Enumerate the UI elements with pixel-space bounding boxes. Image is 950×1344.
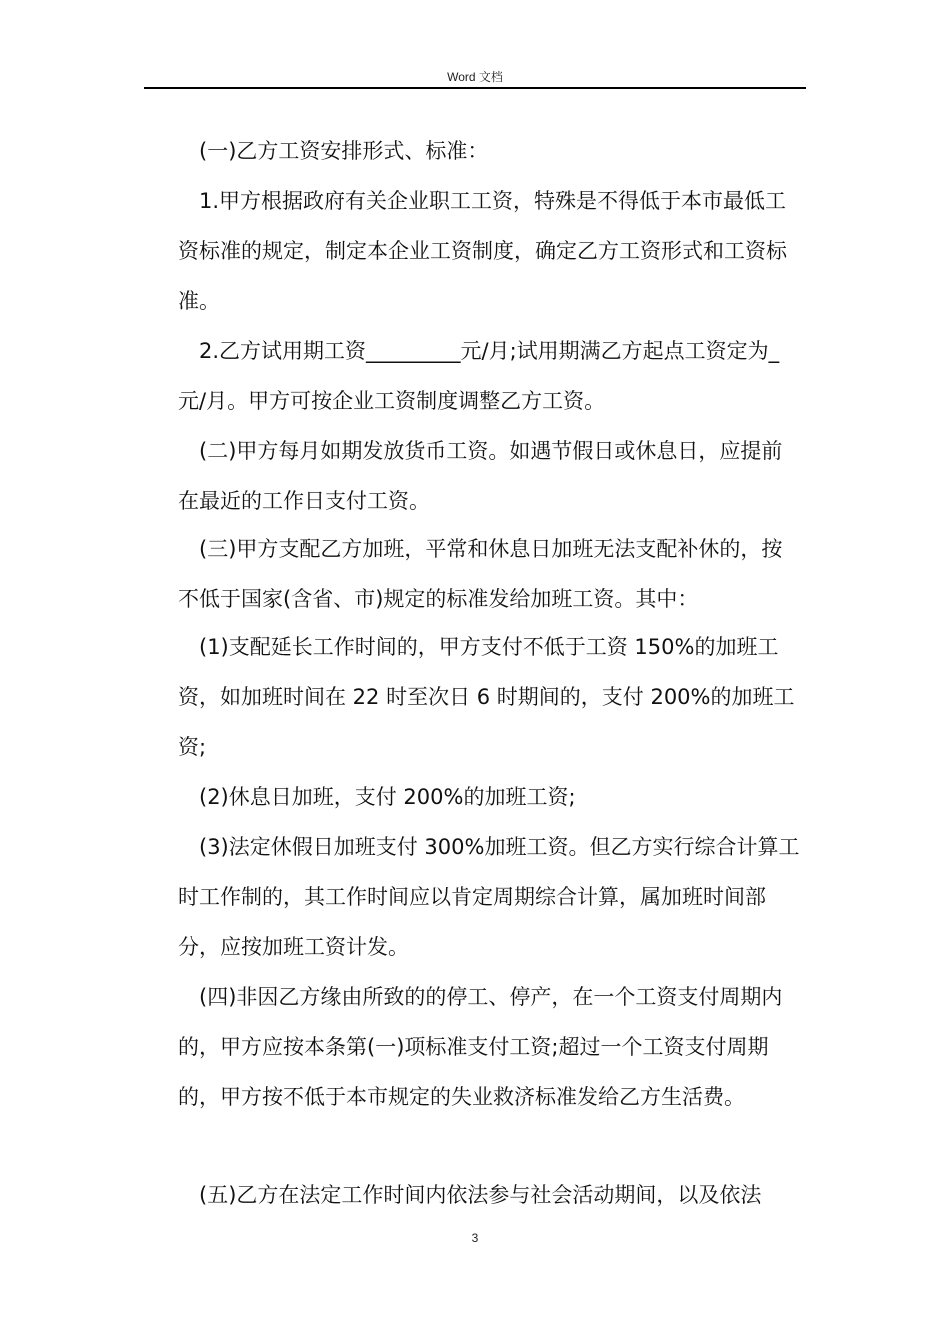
paragraph-3: 2.乙方试用期工资_________元/月;试用期满乙方起点工资定为_元/月。甲方可按企业工资制度调整乙方工资。 [178, 339, 780, 413]
paragraph-6: (1)支配延长工作时间的，甲方支付不低于工资 150%的加班工资，如加班时间在 22 时至次日 6 时期间的，支付 200%的加班工资; [178, 635, 795, 759]
paragraph-9: (四)非因乙方缘由所致的的停工、停产，在一个工资支付周期内的，甲方应按本条第(一)项标准支付工资;超过一个工资支付周期的，甲方按不低于本市规定的失业救济标准发给乙方生活费。 [178, 985, 783, 1109]
paragraph-7: (2)休息日加班，支付 200%的加班工资; [199, 785, 576, 809]
paragraph-8: (3)法定休假日加班支付 300%加班工资。但乙方实行综合计算工时工作制的，其工作时间应以肯定周期综合计算，属加班时间部分，应按加班工资计发。 [178, 835, 800, 959]
paragraph-1: (一)乙方工资安排形式、标准： [199, 139, 489, 163]
header-title: Word 文档 [447, 70, 503, 84]
paragraph-5: (三)甲方支配乙方加班，平常和休息日加班无法支配补休的，按不低于国家(含省、市)规定的标准发给加班工资。其中： [178, 537, 783, 611]
paragraph-4: (二)甲方每月如期发放货币工资。如遇节假日或休息日，应提前在最近的工作日支付工资。 [178, 439, 783, 513]
page-number: 3 [471, 1231, 479, 1245]
paragraph-10: (五)乙方在法定工作时间内依法参与社会活动期间，以及依法 [199, 1183, 762, 1207]
header-divider [144, 87, 806, 89]
paragraph-2: 1.甲方根据政府有关企业职工工资，特殊是不得低于本市最低工资标准的规定，制定本企业工资制度，确定乙方工资形式和工资标准。 [178, 189, 787, 313]
